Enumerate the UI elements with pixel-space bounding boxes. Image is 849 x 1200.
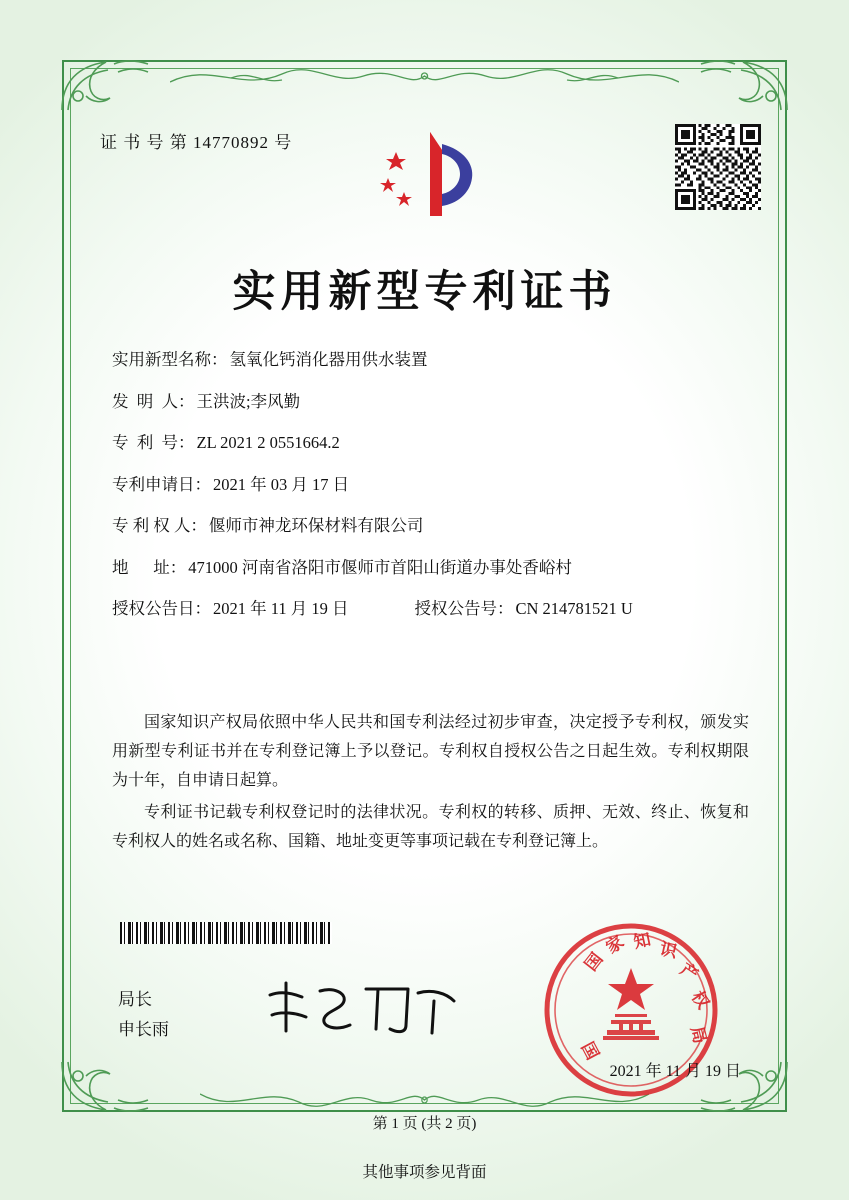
page-title: 实用新型专利证书 (232, 267, 617, 317)
field-label: 专利申请日： (112, 474, 211, 494)
svg-text:国: 国 (576, 1038, 603, 1064)
svg-text:局: 局 (686, 1024, 710, 1046)
field-value: 2021 年 03 月 17 日 (213, 474, 350, 494)
qr-code (675, 124, 761, 210)
field-row (112, 474, 749, 494)
field-label: 实用新型名称： (112, 350, 228, 369)
field-value: 偃师市神龙环保材料有限公司 (208, 516, 424, 535)
paragraph: 专利证书记载专利权登记时的法律状况。专利权的转移、质押、无效、终止、恢复和专利权人的姓名或名称、国籍、地址变更等事项记载在专利登记簿上。 (112, 804, 749, 850)
barcode (120, 922, 332, 944)
seal-date: 2021 年 11 月 19 日 (609, 1063, 741, 1080)
field-value: ZL 2021 2 0551664.2 (196, 433, 340, 452)
cnipa-logo-icon (378, 120, 488, 230)
field-label: 专 利 号： (112, 433, 195, 452)
field-row (112, 391, 749, 411)
page-number: 第 1 页 (共 2 页) (372, 1116, 477, 1132)
signatory-block (118, 985, 169, 1045)
signatory-name: 申长雨 (118, 1020, 169, 1039)
grant-date-value: 2021 年 11 月 19 日 (213, 599, 349, 618)
svg-text:权: 权 (686, 987, 713, 1013)
handwritten-signature-icon (258, 975, 468, 1045)
field-label: 专 利 权 人： (112, 516, 207, 535)
top-scroll-ornament-icon (170, 52, 679, 98)
patent-fields (112, 352, 749, 643)
field-row (112, 557, 749, 577)
signatory-role: 局长 (118, 990, 152, 1009)
certificate-number: 证 书 号 第 14770892 号 (100, 133, 293, 152)
field-row (112, 435, 749, 452)
grant-number-value: CN 214781521 U (515, 599, 633, 618)
paragraph: 国家知识产权局依照中华人民共和国专利法经过初步审查，决定授予专利权，颁发实用新型专利证书并在专利登记簿上予以登记。专利权自授权公告之日起生效。专利权期限为十年，自申请日起算。 (112, 714, 749, 789)
grant-number-label: 授权公告号： (414, 599, 514, 618)
field-row (112, 352, 749, 369)
svg-text:家: 家 (602, 932, 628, 959)
field-label: 发 明 人： (112, 391, 195, 411)
footer-note: 其他事项参见背面 (362, 1164, 487, 1181)
svg-text:知: 知 (631, 929, 653, 953)
svg-text:识: 识 (657, 939, 679, 963)
field-value: 471000 河南省洛阳市偃师市首阳山街道办事处香峪村 (188, 557, 572, 577)
svg-text:产: 产 (676, 959, 702, 986)
svg-text:国: 国 (581, 949, 608, 976)
field-value: 王洪波;李风勤 (196, 391, 301, 411)
legal-text (112, 708, 749, 859)
field-row (112, 518, 749, 535)
field-label: 地 址： (112, 557, 187, 577)
grant-date-label: 授权公告日： (112, 599, 211, 618)
grant-row (112, 601, 749, 618)
field-value: 氢氧化钙消化器用供水装置 (229, 350, 428, 369)
